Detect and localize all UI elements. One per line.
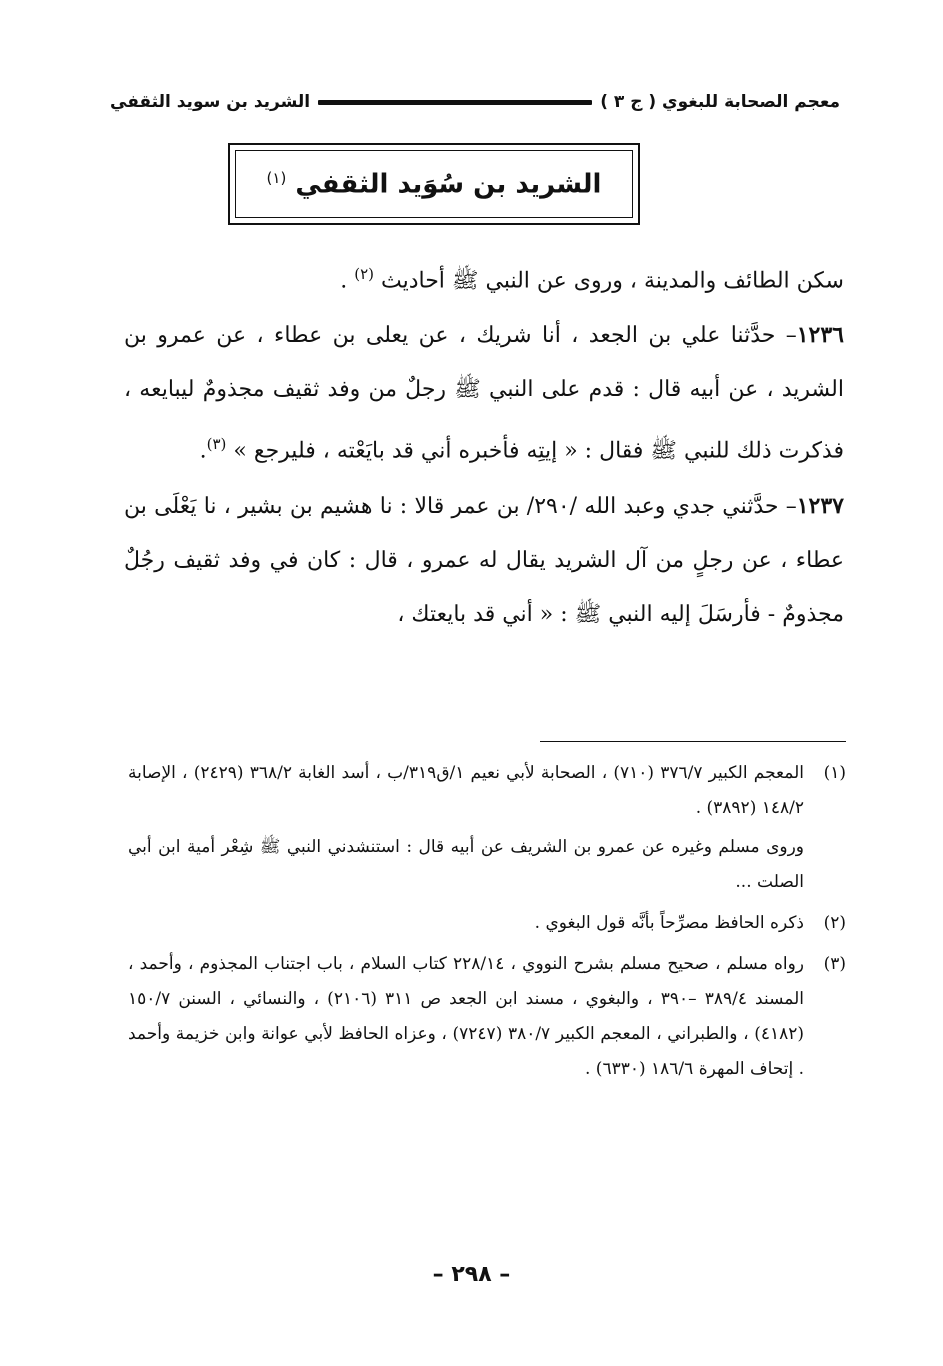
header-entry-title: الشريد بن سويد الثقفي	[110, 92, 311, 112]
entry-title	[230, 169, 638, 200]
footnote-1-text: المعجم الكبير ٣٧٦/٧ (٧١٠) ، الصحابة لأبي نعيم ١/ق٣١٩/ب ، أسد الغابة ٣٦٨/٢ (٢٤٢٩) ، الإصابة ١٤٨/٢ (٣٨٩٢) .	[128, 763, 804, 818]
footnote-3-mark: (٣)	[823, 954, 846, 974]
header-book-title: معجم الصحابة للبغوي ( ج ٣ )	[600, 92, 840, 112]
running-header	[110, 88, 840, 116]
hadith-1237	[124, 479, 844, 642]
hadith-1236-number: ١٢٣٦	[796, 322, 844, 349]
hadith-1236-end: .	[199, 438, 207, 464]
footnote-1	[128, 756, 846, 826]
footnote-1-mark: (١)	[823, 763, 846, 783]
footnote-1-note: وروى مسلم وغيره عن عمرو بن الشريف عن أبيه قال : استنشدني النبي ﷺ شِعْر أمية ابن أبي الصلت ...	[128, 837, 804, 892]
footnote-3	[128, 947, 846, 1087]
footnote-separator	[540, 741, 846, 742]
hadith-1236	[124, 308, 844, 478]
entry-title-box	[228, 143, 640, 225]
intro-footnote-ref: (٢)	[354, 265, 374, 283]
intro-text: سكن الطائف والمدينة ، وروى عن النبي ﷺ أحاديث	[380, 268, 844, 294]
footnote-3-text: رواه مسلم ، صحيح مسلم بشرح النووي ، ٢٢٨/١٤ كتاب السلام ، باب اجتناب المجذوم ، وأحمد ، المسند ٣٨٩/٤ –٣٩٠ ، والبغوي ، مسند ابن الجعد ص ٣١١ (٢١٠٦) ، والنسائي ، السنن ١٥٠/٧ (٤١٨٢) ، والطبراني ، المعجم الكبير ٣٨٠/٧ (٧٢٤٧) ، وعزاه الحافظ لأبي عوانة وابن خزيمة وأحمد . إتحاف المهرة ١٨٦/٦ (٦٣٣٠) .	[128, 954, 805, 1079]
intro-end: .	[340, 268, 348, 294]
entry-title-text: الشريد بن سُوَيد الثقفي	[295, 169, 602, 200]
hadith-1237-number: ١٢٣٧	[796, 492, 844, 519]
hadith-1236-text: – حدَّثنا علي بن الجعد ، أنا شريك ، عن يعلى بن عطاء ، عن عمرو بن الشريد ، عن أبيه قال : قدم على النبي ﷺ رجلٌ من وفد ثقيف مجذومٌ ليبايعه ، فذكرت ذلك للنبي ﷺ فقال : « إيتِه فأخبره أني قد بايَعْته ، فليرجع »	[124, 323, 844, 464]
body-text	[124, 247, 844, 642]
intro-paragraph	[124, 247, 844, 308]
footnote-2-mark: (٢)	[823, 913, 846, 933]
page-number: – ٢٩٨ –	[432, 1262, 511, 1287]
footnote-2-text: ذكره الحافظ مصرِّحاً بأنَّه قول البغوي .	[534, 913, 804, 933]
header-rule	[318, 100, 592, 105]
title-footnote-ref: (١)	[266, 169, 287, 187]
hadith-1236-footnote-ref: (٣)	[206, 435, 227, 454]
hadith-1237-text: – حدَّثني جدي وعبد الله /٢٩٠/ بن عمر قالا : نا هشيم بن بشير ، نا يَعْلَى بن عطاء ، عن رجلٍ من آل الشريد يقال له عمرو ، قال : كان في وفد ثقيف رجُلٌ مجذومٌ - فأرسَلَ إليه النبي ﷺ : « أني قد بايعتك ،	[124, 493, 844, 627]
footnote-2	[128, 906, 846, 941]
footnotes	[128, 756, 846, 1087]
